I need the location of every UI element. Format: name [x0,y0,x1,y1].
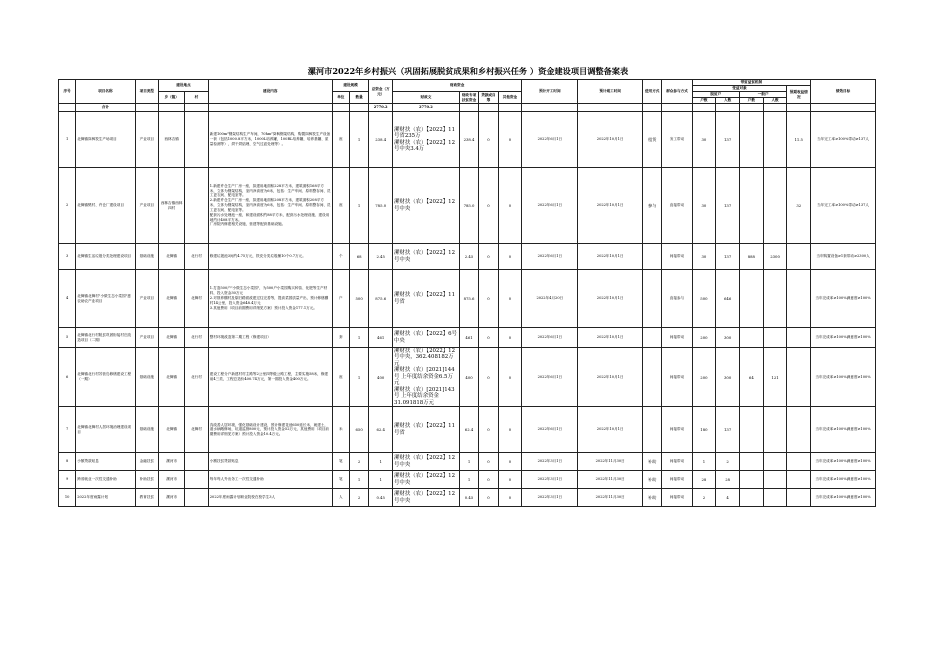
project-table [58,79,876,507]
row-seq: 6 [59,348,76,407]
row-unit: 座 [332,168,349,244]
summary-label: 合计 [76,104,135,112]
row-qty: 1 [349,471,368,489]
row-nonpoor-households [739,453,763,471]
row-other: 0 [498,489,522,507]
row-poor-households: 200 [692,348,716,407]
row-name: 北舞镇北行村苏营岛修缮建设工程（一期） [76,348,135,407]
row-method: 参与 [643,168,662,244]
row-nonpoor-persons [763,328,787,348]
row-content: 新建100m²钢架结构生产车间，70hm²岗枫钢架结构，购置岗枫牧生产设备一套（包括1000.8平方米，1000L培养罐，100RL培养罐，培养基罐、质量检测等），烘干烘焙理、空气过滤处理等）。 [208,112,332,168]
row-goal: 当年完工率≥100%带动≥137人 [811,168,876,244]
row-goal: 当年完工率≥100%带动≥137人 [811,112,876,168]
header-scale: 建设规模 [332,80,369,92]
row-nonpoor-persons [763,270,787,328]
row-type: 产业项目 [135,168,159,244]
row-fund-doc: 漯财扶（农）【2022】11号省 [393,270,460,328]
row-nonpoor-persons [763,453,787,471]
row-seq: 9 [59,471,76,489]
row-town: 北舞镇 [159,407,185,453]
row-loan: 0 [479,270,498,328]
row-type: 基础设施 [135,244,159,270]
row-nonpoor-households [739,471,763,489]
row-fin-amount: 400 [459,348,478,407]
row-unit: 个 [332,244,349,270]
row-town: 漯河市 [159,489,185,507]
row-seq: 1 [59,112,76,168]
row-poor-persons: 300 [716,348,740,407]
row-poor-persons: 137 [716,168,740,244]
row-fund-doc: 漯财扶（农）【2022】12号中央 [393,244,460,270]
header-name: 项目名称 [76,80,135,104]
header-goal: 绩效目标 [811,80,876,104]
row-method: 租赁 [643,112,662,168]
row-poor-households: 200 [692,328,716,348]
row-poor-households: 2 [692,489,716,507]
row-dividend [787,244,811,270]
header-fin-amount: 财政专项扶贫资金 [459,92,478,104]
row-fin-amount: 238.4 [459,112,478,168]
row-method [643,407,662,453]
summary-row [59,104,876,112]
row-mode: 间接带动 [662,407,692,453]
row-content: 每年每人外出务工一次性交通补助 [208,471,332,489]
summary-total: 2770.2 [369,104,393,112]
row-total: 238.4 [369,112,393,168]
row-other: 0 [498,348,522,407]
row-method [643,348,662,407]
row-seq: 3 [59,244,76,270]
row-fund-doc: 漯财扶（农）【2022】6号中央 [393,328,460,348]
row-poor-persons: 28 [716,471,740,489]
row-method: 补助 [643,453,662,471]
row-fin-amount: 461 [459,328,478,348]
row-town: 北舞镇 [159,328,185,348]
row-poor-households: 30 [692,112,716,168]
row-loan: 0 [479,168,498,244]
row-nonpoor-households: 888 [739,244,763,270]
row-name: 跨省就业一次性交通补助 [76,471,135,489]
page-title: 漯河市2022年乡村振兴（巩固拓展脱贫成果和乡村振兴任务 ）资金建设项目调整备案表 [307,66,629,76]
row-seq: 2 [59,168,76,244]
row-end: 2022年11月30日 [578,471,643,489]
row-content: 1.打造500户"小微生态小菜园"，为500户小菜园购买种苗、化肥等生产材料，投入资金30万元 2.对领养棚村及原旧路面改建过往完善等，提高菜园质量产出，预计修缮棚村14公里，投入资金648.4万元 3.其他费用（项目前期费用详细见方案）预计投入资金177.1万元。 [208,270,332,328]
row-fin-amount: 1 [459,453,478,471]
row-content: 修建垃圾池3间约4.75万元，铁皮分类垃圾桶10个0.7万元。 [208,244,332,270]
row-poor-households: 30 [692,244,716,270]
header-town: 乡（镇） [159,92,185,104]
row-unit: 米 [332,407,349,453]
row-fund-doc: 漯财扶（农）【2022】12号中央 [393,453,460,471]
row-dividend [787,407,811,453]
row-name: 北舞镇岗枫牧生产场项目 [76,112,135,168]
row-village [185,471,209,489]
row-fund-doc: 漯财扶（农）【2022】11号省235万 漯财扶（农）【2022】12号中央3.4万 [393,112,460,168]
row-nonpoor-persons: 2300 [763,244,787,270]
header-poor: 脱贫户 [692,92,739,98]
row-loan: 0 [479,407,498,453]
row-nonpoor-persons [763,112,787,168]
table-row [59,489,876,507]
row-method: 补助 [643,471,662,489]
row-qty: 2 [349,453,368,471]
table-row [59,471,876,489]
row-end: 2022年10月1日 [578,168,643,244]
row-town: 北舞镇 [159,348,185,407]
header-poor-persons: 人数 [716,98,740,104]
row-poor-households: 500 [692,270,716,328]
row-total: 875.6 [369,270,393,328]
row-dividend [787,270,811,328]
row-poor-persons: 137 [716,112,740,168]
row-town: 漯河市 [159,471,185,489]
row-fund-doc: 漯财扶（农）【2022】12号中央，362.408182万元 漯财扶（农）[2021]144号 上年度结余资金6.5万元 漯财扶（农）[2021]143号 上年度结余资金31.091818万元 [393,348,460,407]
row-start: 2022年6月1日 [522,348,578,407]
row-end: 2022年10月1日 [578,407,643,453]
row-fund-doc: 漯财扶（农）【2022】11号省 [393,407,460,453]
row-dividend: 32 [787,168,811,244]
row-poor-households: 1 [692,453,716,471]
row-name: 北舞镇北舞村"小微生态小菜园"惠农助农产业项目 [76,270,135,328]
row-unit: 套 [332,328,349,348]
row-nonpoor-households [739,112,763,168]
row-end: 2022年10月1日 [578,270,643,328]
row-poor-persons: 137 [716,407,740,453]
row-method [643,244,662,270]
row-goal: 当年完成率≥100%满意度≥100% [811,471,876,489]
row-type: 基础设施 [135,407,159,453]
row-goal: 当年完成率≥100%满意度≥100% [811,407,876,453]
row-other: 0 [498,453,522,471]
row-village [185,489,209,507]
row-loan: 0 [479,244,498,270]
table-row [59,328,876,348]
row-mode: 间接带动 [662,348,692,407]
row-goal: 当年完成率≥100%满意度≥100% [811,348,876,407]
row-goal: 当年完成率≥100%满意度≥100% [811,270,876,328]
row-fin-amount: 785.0 [459,168,478,244]
row-mode: 间接带动 [662,244,692,270]
table-row [59,348,876,407]
header-village: 村 [185,92,209,104]
row-dividend [787,489,811,507]
table-row [59,244,876,270]
row-method [643,270,662,328]
row-village [185,168,209,244]
row-dividend [787,453,811,471]
row-start: 2022年4月20日 [522,270,578,328]
row-unit: 笔 [332,453,349,471]
header-benefit-target: 受益对象 [692,86,787,92]
row-end: 2022年10月1日 [578,244,643,270]
row-village: 北舞村 [185,407,209,453]
table-row [59,453,876,471]
row-total: 0.45 [369,489,393,507]
row-method: 补助 [643,489,662,507]
row-end: 2022年10月1日 [578,328,643,348]
row-seq: 10 [59,489,76,507]
row-town: 漯河市 [159,453,185,471]
row-mode: 间接带动 [662,453,692,471]
row-unit: 笔 [332,471,349,489]
header-content: 建设内容 [208,80,332,104]
header-location: 建设地点 [159,80,209,92]
row-goal: 当年完成率≥100%满意度≥100% [811,453,876,471]
header-benefit: 带贫益贫机制 [692,80,811,86]
row-start: 2022年6月1日 [522,168,578,244]
row-name: 北舞镇生活垃圾分类处理建设项目 [76,244,135,270]
row-total: 1 [369,471,393,489]
row-poor-persons: 4 [716,489,740,507]
row-loan: 0 [479,112,498,168]
row-qty: 650 [349,407,368,453]
row-start: 2022年3月1日 [522,489,578,507]
row-seq: 5 [59,328,76,348]
row-fin-amount: 1 [459,471,478,489]
header-total: 总资金（万元） [369,80,393,104]
table-row [59,168,876,244]
row-seq: 8 [59,453,76,471]
header-end: 预计竣工时间 [578,80,643,104]
row-town: 西林吉镇西林四村 [159,168,185,244]
row-mode: 间接带动 [662,471,692,489]
row-poor-persons: 137 [716,244,740,270]
row-dividend: 11.5 [787,112,811,168]
row-village: 北行村 [185,244,209,270]
row-total: 1 [369,453,393,471]
row-nonpoor-households [739,168,763,244]
row-content: 建设工程分户新建村村主路等2公里四等级公路工程，主要实施58米，修建前4三类，工程总造价400.74万元，第一期投入资金400万元。 [208,348,332,407]
row-nonpoor-persons [763,168,787,244]
row-poor-households: 30 [692,168,716,244]
row-dividend [787,328,811,348]
header-seq: 序号 [59,80,76,104]
row-nonpoor-persons [763,471,787,489]
row-mode: 间接带动 [662,328,692,348]
row-content: 小额扶贫贷款贴息 [208,453,332,471]
row-qty: 1 [349,348,368,407]
row-town: 北舞镇 [159,244,185,270]
row-content: 沟改善人居环境，强化基础设计建设，预计修建花池650延长米，就建土，道水病敞修场，坑道监督800元，预计投入资金52万元，其他费用（项目前期费用详细见方案）预计投入资金10.4万元。 [208,407,332,453]
row-start: 2022年6月1日 [522,328,578,348]
header-nonpoor-households: 户数 [739,98,763,104]
row-fin-amount: 0.45 [459,489,478,507]
row-village: 北舞村 [185,270,209,328]
row-poor-persons: 300 [716,328,740,348]
row-unit: 座 [332,348,349,407]
row-other: 0 [498,328,522,348]
header-type: 项目类型 [135,80,159,104]
row-name: 小额贷款贴息 [76,453,135,471]
row-poor-persons: 2 [716,453,740,471]
row-other: 0 [498,168,522,244]
row-unit: 人 [332,489,349,507]
row-seq: 7 [59,407,76,453]
row-poor-households: 180 [692,407,716,453]
row-end: 2022年10月1日 [578,112,643,168]
row-total: 400 [369,348,393,407]
row-qty: 1 [349,168,368,244]
row-content: 1.新建许仓生产厂房一座，拟建用地面积228平方米，建筑面积168平方米，立体为钢架结构，室内净高度为6米，包括：生产车间、原料整存间、员工更衣间、配电室等。 2.新建许仓生产厂房一座，拟建用地面积208平方米，建筑面积208平方米，立体为钢架结构，室内净高度为6米，包括：生产车间、原料整存间、员工更衣间、配电室等。 配套污水处理池一座，和建设面积约88平方米，配套污水处理设施、建设用地约计408平方米。 厂房院内修建相关设施，营建等配套基础设施。 [208,168,332,244]
row-village: 北行村 [185,328,209,348]
row-nonpoor-households: 64 [739,348,763,407]
row-loan: 0 [479,471,498,489]
row-seq: 4 [59,270,76,328]
row-village: 北行村 [185,348,209,407]
row-nonpoor-households [739,270,763,328]
row-qty: 1 [349,112,368,168]
row-type: 产业项目 [135,328,159,348]
table-row [59,407,876,453]
row-mode: 直接参与 [662,270,692,328]
row-total: 2.45 [369,244,393,270]
row-type: 教育扶贫 [135,489,159,507]
row-poor-persons: 646 [716,270,740,328]
row-start: 2022年6月1日 [522,407,578,453]
row-unit: 座 [332,112,349,168]
row-other: 0 [498,112,522,168]
row-start: 2022年3月1日 [522,453,578,471]
row-poor-households: 28 [692,471,716,489]
row-qty: 68 [349,244,368,270]
row-content: 2022年度雨露计划职业院校在校学生3人 [208,489,332,507]
header-method: 使用方式 [643,80,662,104]
row-goal: 当年购置设备≥1套带动≥2300人 [811,244,876,270]
header-dividend: 预期收益情况 [787,86,811,104]
row-village [185,112,209,168]
row-goal: 当年完成率≥100%满意度≥100% [811,328,876,348]
row-total: 461 [369,328,393,348]
row-other: 0 [498,244,522,270]
header-unit: 单位 [332,92,349,104]
row-end: 2022年11月30日 [578,453,643,471]
row-village [185,453,209,471]
row-qty: 2 [349,489,368,507]
row-qty: 1 [349,328,368,348]
header-finance: 财政资金 [393,80,522,92]
table-row [59,270,876,328]
row-total: 62.4 [369,407,393,453]
row-nonpoor-households [739,328,763,348]
row-type: 补助扶贫 [135,471,159,489]
header-doc: 财政文 [393,92,460,104]
row-other: 0 [498,407,522,453]
row-nonpoor-persons: 121 [763,348,787,407]
row-fund-doc: 漯财扶（农）【2022】12号中央 [393,489,460,507]
row-start: 2022年3月1日 [522,471,578,489]
row-town: 北舞镇 [159,270,185,328]
row-other: 0 [498,471,522,489]
row-name: 北舞镇北舞村人居环境治理建设项目 [76,407,135,453]
table-row [59,112,876,168]
row-start: 2022年6月1日 [522,112,578,168]
header-other: 其他资金 [498,92,522,104]
row-type: 金融扶贫 [135,453,159,471]
row-name: 2022年度雨露计划 [76,489,135,507]
row-loan: 0 [479,328,498,348]
row-type: 产业项目 [135,112,159,168]
row-name: 北舞镇北行村脱贫巩固衔接村庄改造项目（二期） [76,328,135,348]
summary-finance: 2770.2 [393,104,460,112]
row-name: 北舞镇樊村、许仓厂建设项目 [76,168,135,244]
row-content: 整村环境改造第二期工程（修建项目） [208,328,332,348]
row-town: 西林吉镇 [159,112,185,168]
row-loan: 0 [479,453,498,471]
row-qty: 500 [349,270,368,328]
row-fin-amount: 2.45 [459,244,478,270]
row-goal: 当年完成率≥100%满意度≥100% [811,489,876,507]
row-fin-amount: 62.4 [459,407,478,453]
row-nonpoor-households [739,407,763,453]
row-end: 2022年10月1日 [578,348,643,407]
row-end: 2022年11月30日 [578,489,643,507]
row-fin-amount: 875.6 [459,270,478,328]
header-nonpoor: 一般户 [739,92,786,98]
row-method [643,328,662,348]
row-fund-doc: 漯财扶（农）【2022】12号中央 [393,471,460,489]
header-qty: 数量 [349,92,368,104]
row-mode: 直接带动 [662,168,692,244]
row-fund-doc: 漯财扶（农）【2022】12号中央 [393,168,460,244]
row-nonpoor-persons [763,407,787,453]
row-mode: 间接带动 [662,489,692,507]
row-mode: 务工带动 [662,112,692,168]
row-dividend [787,471,811,489]
row-type: 基础设施 [135,348,159,407]
header-mode: 群众参与方式 [662,80,692,104]
row-start: 2022年6月1日 [522,244,578,270]
header-loan: 贷款或自筹 [479,92,498,104]
row-loan: 0 [479,489,498,507]
row-loan: 0 [479,348,498,407]
header-poor-households: 户数 [692,98,716,104]
row-dividend [787,348,811,407]
row-nonpoor-persons [763,489,787,507]
header-nonpoor-persons: 人数 [763,98,787,104]
row-unit: 户 [332,270,349,328]
row-type: 产业项目 [135,270,159,328]
row-total: 785.0 [369,168,393,244]
row-nonpoor-households [739,489,763,507]
row-other: 0 [498,270,522,328]
header-start: 预计开工时间 [522,80,578,104]
